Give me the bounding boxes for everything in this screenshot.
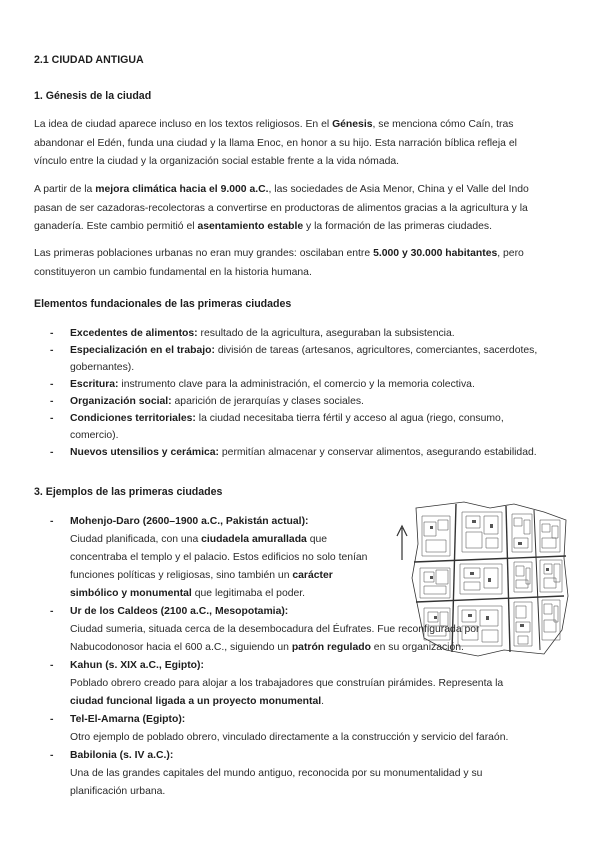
mohenjo-daro-plan-image (394, 498, 570, 658)
list-item: - Organización social: aparición de jerarquías y clases sociales. (50, 396, 364, 407)
list-item-kahun: - Kahun (s. XIX a.C., Egipto): Poblado obrero creado para alojar a los trabajadores que construían pirámides. Representa la ciudad funcional ligada a un proyecto monumental. (50, 660, 504, 707)
list-item-babilonia: - Babilonia (s. IV a.C.): Una de las grandes capitales del mundo antiguo, reconocida por su monumentalidad y su planificación urbana. (50, 750, 483, 797)
list-item: - Escritura: instrumento clave para la administración, el comercio y la memoria colectiva. (50, 379, 475, 390)
list-item: - Nuevos utensilios y cerámica: permitían almacenar y conservar alimentos, asegurando estabilidad. (50, 447, 537, 458)
elementos-heading: Elementos fundacionales de las primeras ciudades (34, 298, 292, 310)
section-title: 2.1 CIUDAD ANTIGUA (34, 54, 144, 66)
list-item-ur: - Ur de los Caldeos (2100 a.C., Mesopotamia): Ciudad sumeria, situada cerca de la desembocadura del Éufrates. Fue reconfigurada por Nabucodonosor hacia el 600 a.C., siguiendo un patrón regulado en su organización. (50, 606, 480, 653)
elementos-list (50, 325, 537, 461)
genesis-heading: 1. Génesis de la ciudad (34, 90, 152, 102)
list-item-tel-el-amarna: - Tel-El-Amarna (Egipto): Otro ejemplo de poblado obrero, vinculado directamente a la construcción y servicio del faraón. (50, 714, 509, 743)
list-item: - Condiciones territoriales: la ciudad necesitaba tierra fértil y acceso al agua (riego, consumo, comercio). (50, 413, 504, 441)
ejemplos-heading: 3. Ejemplos de las primeras ciudades (34, 486, 223, 498)
list-item: - Excedentes de alimentos: resultado de la agricultura, aseguraban la subsistencia. (50, 328, 455, 339)
genesis-paragraph-2: A partir de la mejora climática hacia el 9.000 a.C., las sociedades de Asia Menor, China y el Valle del Indo pasan de ser cazadoras-recolectoras a convertirse en productoras de alimentos gracias a la agricultura y la ganadería. Este cambio permitió el asentamiento estable y la formación de las primeras ciudades. (34, 184, 529, 232)
list-item: - Especialización en el trabajo: división de tareas (artesanos, agricultores, comerciantes, sacerdotes, gobernantes). (50, 345, 538, 373)
genesis-paragraph-3: Las primeras poblaciones urbanas no eran muy grandes: oscilaban entre 5.000 y 30.000 habitantes, pero constituyeron un cambio fundamental en la historia humana. (34, 248, 524, 278)
list-item-mohenjo-daro: - Mohenjo-Daro (2600–1900 a.C., Pakistán actual): Ciudad planificada, con una ciudadela amurallada que concentraba el templo y el palacio. Estos edificios no solo tenían funciones políticas y religiosas, sino también un carácter simbólico y monumental que legitimaba el poder. (50, 516, 368, 599)
genesis-paragraph-1: La idea de ciudad aparece incluso en los textos religiosos. En el Génesis, se menciona cómo Caín, tras abandonar el Edén, funda una ciudad y la llama Enoc, en honor a su hijo. Esta narración bíblica refleja el vínculo entre la ciudad y la organización social estable frente a la vida nómada. (34, 119, 517, 167)
